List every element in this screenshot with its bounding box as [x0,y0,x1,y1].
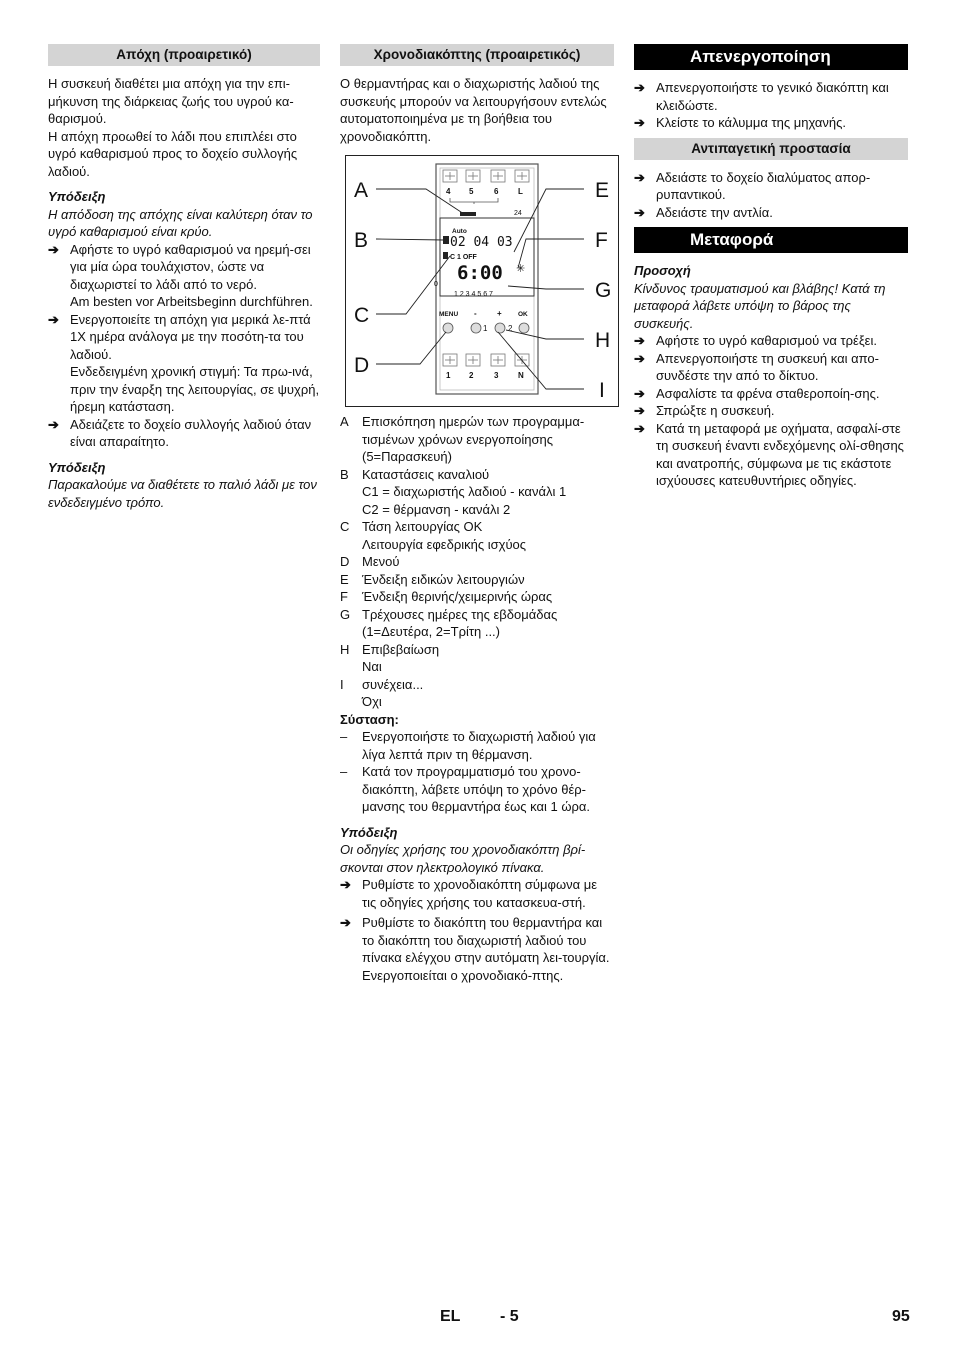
arrow-icon: ➔ [634,385,645,401]
legend-item: G Τρέχουσες ημέρες της εβδομάδας (1=Δευτέρα, 2=Τρίτη ...) [340,606,558,639]
warning-title: Προσοχή [634,263,691,278]
callout-letter: B [354,229,369,252]
callout-letter: D [354,354,370,377]
lcd-date: 02 04 03 [450,235,513,250]
step-item: ➔ Κλείστε το κάλυμμα της μηχανής. [634,115,847,130]
top-day-label: L [518,187,523,196]
step-item: ➔ Ρυθμίστε το χρονοδιακόπτη σύμφωνα με τις οδηγίες χρήσης του κατασκευα-στή. [340,877,598,910]
legend-item: H Επιβεβαίωση [340,641,440,657]
step-item: ➔ Αφήστε το υγρό καθαρισμού να τρέξει. [634,333,877,348]
arrow-icon: ➔ [48,416,59,432]
channel-2-label: 2 [508,324,513,333]
lcd-0: 0 [434,281,438,288]
arrow-icon: ➔ [340,915,351,930]
step-item: ➔ Απενεργοποιήστε το γενικό διακόπτη και κλειδώστε. [634,80,889,113]
callout-letter: A [354,179,369,202]
bottom-day-label: 3 [494,371,499,380]
arrow-icon: ➔ [340,877,351,892]
footer-language: EL [440,1308,461,1325]
callout-letter: E [595,179,610,202]
step-item: ➔ Ασφαλίστε τα φρένα σταθεροποίη-σης. [634,385,880,401]
section-heading-transport: Μεταφορά [634,227,908,253]
menu-button-label: MENU [439,311,459,318]
legend-item: E Ένδειξη ειδικών λειτουργιών [340,571,525,587]
section-heading-shutdown: Απενεργοποίηση [634,44,908,70]
paragraph: Η απόχη προωθεί το λάδι που επιπλέει στο υγρό καθαρισμού προς το δοχείο συλλογής λαδιού. [48,128,298,179]
legend-item: D Μενού [340,554,400,569]
minus-button[interactable] [471,323,481,333]
step-item: ➔ Αδειάστε την αντλία. [634,204,773,220]
step-item: ➔ Ενεργοποιείτε τη απόχη για μερικά λε-πτά 1X ημέρα ανάλογα με την ποσότη-τα του λαδιού. [48,311,311,362]
ok-button[interactable] [519,323,529,333]
callout-letter: C [354,304,370,327]
note-text: Παρακαλούμε να διαθέτετε το παλιό λάδι με τον ενδεδειγμένο τρόπο. [48,477,317,510]
step-item: ➔ Απενεργοποιήστε τη συσκευή και απο-συνδέστε την από το δίκτυο. [634,350,879,383]
step-item: ➔ Αδειάζετε το δοχείο συλλογής λαδιού όταν είναι απαραίτητο. [48,416,312,449]
column-3 [634,44,908,490]
lcd-time: 6:00 [457,262,503,284]
lcd-weekdays: 1 2 3 4 5 6 7 [454,291,493,298]
page-number: 95 [892,1308,910,1325]
legend-item: C Τάση λειτουργίας ΟΚ [340,519,483,534]
callout-letter: F [595,229,608,252]
legend-item: Λειτουργία εφεδρικής ισχύος [362,536,527,552]
note-title: Υπόδειξη [48,459,106,475]
section-heading-frost: Αντιπαγετική προστασία [634,138,908,160]
menu-button[interactable] [443,323,453,333]
recommendation-title: Σύσταση: [340,711,399,727]
bottom-day-label: 1 [446,371,451,380]
top-day-label: 6 [494,187,499,196]
figure-legend [340,413,614,711]
arrow-icon: ➔ [634,403,645,418]
arrow-icon: ➔ [634,169,645,185]
arrow-icon: ➔ [634,204,645,220]
step-detail: Ενδεδειγμένη χρονική στιγμή: Τα πρω-ινά, πριν την έναρξη της λειτουργίας, σε ψυχρή, ήρεμη κατάσταση. [70,364,320,414]
step-detail: Am besten vor Arbeitsbeginn durchführen. [70,294,313,309]
recommendation-item: – Ενεργοποιήστε το διαχωριστή λαδιού για λίγα λεπτά πριν τη θέρμανση. [340,729,596,762]
arrow-icon: ➔ [634,333,645,348]
step-item: ➔ Αφήστε το υγρό καθαρισμού να ηρεμή-σει για μία ώρα τουλάχιστον, ώστε να διαχωριστεί το λάδι από το νερό. [48,241,311,292]
lcd-auto: Auto [452,228,467,235]
note-title: Υπόδειξη [48,189,106,204]
timer-diagram [346,156,618,406]
section-heading-skimmer: Απόχη (προαιρετικό) [48,44,320,66]
arrow-icon: ➔ [634,115,645,130]
footer-section-page: - 5 [500,1308,519,1325]
legend-item: Όχι [362,694,382,709]
arrow-icon: ➔ [634,350,645,366]
lcd-24: 24 [514,210,522,217]
legend-item: F Ένδειξη θερινής/χειμερινής ώρας [340,589,553,604]
arrow-icon: ➔ [634,80,645,95]
legend-item: B Καταστάσεις καναλιού [340,466,490,482]
section-heading-timer: Χρονοδιακόπτης (προαιρετικός) [340,44,614,66]
plus-button[interactable] [495,323,505,333]
timer-figure [345,155,619,407]
arrow-icon: ➔ [48,241,59,257]
sun-icon: ✳ [516,263,526,275]
step-item: ➔ Σπρώξτε η συσκευή. [634,403,775,418]
paragraph: Ο θερμαντήρας και ο διαχωριστής λαδιού της συσκευής μπορούν να λειτουργήσουν εντελώς αυτοματοποιημένα με τη βοήθεια του χρονοδιακόπτη. [340,76,607,144]
arrow-icon: ➔ [48,311,59,327]
column-1 [48,44,320,511]
callout-letter: H [595,329,611,352]
bottom-day-label: N [518,371,524,380]
minus-button-label: - [474,309,477,318]
ok-button-label: OK [518,311,528,318]
bottom-day-label: 2 [469,371,474,380]
step-item: ➔ Ρυθμίστε το διακόπτη του θερμαντήρα και το διακόπτη του διαχωριστή λαδιού του πίνακα ελέγχου στην αυτόματη λει-τουργία. Ενεργοποιείται ο χρονοδιακό-πτης. [340,915,610,983]
top-day-label: 4 [446,187,451,196]
note-text: Οι οδηγίες χρήσης του χρονοδιακόπτη βρί-σκονται στον ηλεκτρολογικό πίνακα. [340,842,586,875]
legend-item: I συνέχεια... [340,676,424,692]
step-item: ➔ Κατά τη μεταφορά με οχήματα, ασφαλί-στε τη συσκευή έναντι ενδεχόμενης ολί-σθησης και ανατροπής, σύμφωνα με τις εκάστοτε ισχύουσες κατευθυντήριες οδηγίες. [634,420,904,488]
note-text: Η απόδοση της απόχης είναι καλύτερη όταν το υγρό καθαρισμού είναι κρύο. [48,206,313,239]
legend-item: C2 = θέρμανση - κανάλι 2 [362,501,511,517]
callout-letter: G [595,279,612,302]
column-2 [340,44,614,984]
lcd-channel: C 1 OFF [450,254,477,261]
legend-item: Ναι [362,659,382,674]
warning-text: Κίνδυνος τραυματισμού και βλάβης! Κατά τη μεταφορά λάβετε υπόψη το βάρος της συσκευής. [634,280,886,331]
top-day-label: 5 [469,187,474,196]
legend-item: C1 = διαχωριστής λαδιού - κανάλι 1 [362,484,567,499]
step-item: ➔ Αδειάστε το δοχείο διαλύματος απορ-ρυπαντικού. [634,169,871,202]
plus-button-label: + [497,309,502,318]
callout-letter: I [599,379,605,402]
arrow-icon: ➔ [634,420,645,436]
recommendation-item: – Κατά τον προγραμματισμό του χρονο-διακόπτη, λάβετε υπόψη το χρόνο θέρ-μανσης του θερμαντήρα έως και 1 ώρα. [340,764,591,814]
note-title: Υπόδειξη [340,824,398,840]
legend-item: A Επισκόπηση ημερών των προγραμμα-τισμένων χρόνων ενεργοποίησης (5=Παρασκευή) [340,414,585,464]
channel-1-label: 1 [483,324,488,333]
paragraph: Η συσκευή διαθέτει μια απόχη για την επι-μήκυνση της διάρκειας ζωής του υγρού κα-θαρισμού. [48,76,294,126]
